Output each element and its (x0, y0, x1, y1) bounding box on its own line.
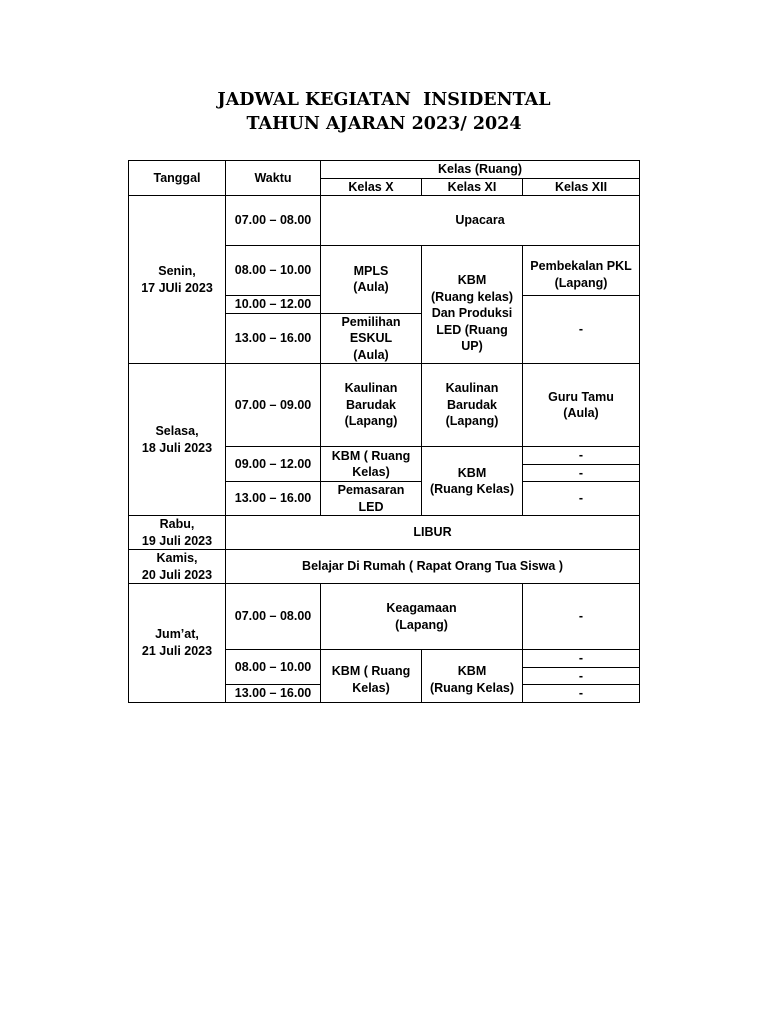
activity-keagamaan (321, 584, 523, 650)
header-waktu: Waktu (226, 161, 321, 196)
empty-cell: - (523, 584, 640, 650)
cell-line: Guru Tamu (548, 389, 614, 404)
date-day: Jum’at, (155, 627, 199, 642)
cell-line: Barudak (345, 397, 397, 412)
cell-line: (Ruang Kelas) (429, 680, 515, 695)
cell-line: Kelas) (352, 465, 390, 479)
date-date: 20 Juli 2023 (141, 567, 213, 582)
date-day: Selasa, (155, 424, 199, 438)
cell-line: Kaulinan (445, 381, 499, 396)
time-cell: 13.00 – 16.00 (226, 482, 321, 516)
cell-line: KBM ( Ruang (331, 448, 411, 463)
cell-line: Pembekalan PKL (530, 259, 632, 273)
cell-line: Kaulinan (344, 381, 398, 396)
date-day: Senin, (158, 264, 196, 278)
activity-mpls (321, 246, 422, 314)
empty-cell: - (523, 667, 640, 685)
cell-line: MPLS (353, 263, 389, 278)
cell-line: (Lapang) (395, 617, 448, 632)
date-cell-jumat (129, 584, 226, 703)
date-cell-senin (129, 196, 226, 364)
date-cell-selasa (129, 364, 226, 516)
time-cell: 08.00 – 10.00 (226, 246, 321, 296)
cell-line: KBM ( Ruang (331, 664, 411, 679)
time-cell: 10.00 – 12.00 (226, 296, 321, 314)
cell-line: Dan Produksi (431, 306, 513, 321)
activity-pemilihan-eskul (321, 313, 422, 364)
activity-kbm-x (321, 447, 422, 482)
cell-line: Pemasaran (337, 483, 405, 497)
cell-line: (Lapang) (445, 414, 499, 429)
date-date: 21 Juli 2023 (141, 643, 213, 658)
empty-cell: - (523, 447, 640, 465)
activity-kbm-produksi (422, 246, 523, 364)
activity-pemasaran-led (321, 482, 422, 516)
date-date: 18 Juli 2023 (141, 440, 213, 455)
empty-cell: - (523, 296, 640, 364)
cell-line: KBM (457, 664, 487, 679)
date-cell-kamis (129, 550, 226, 584)
document-title: JADWAL KEGIATAN INSIDENTAL (217, 90, 551, 110)
date-day: Rabu, (159, 517, 195, 531)
cell-line: Barudak (446, 397, 498, 412)
cell-line: (Aula) (353, 280, 389, 295)
header-kelas-xi: Kelas XI (422, 178, 523, 196)
activity-pembekalan-pkl (523, 246, 640, 296)
date-cell-rabu (129, 516, 226, 550)
cell-line: Keagamaan (386, 601, 457, 615)
cell-line: Kelas) (352, 680, 390, 695)
cell-line: (Lapang) (554, 275, 608, 290)
activity-kbm-xi (422, 650, 523, 703)
time-cell: 07.00 – 08.00 (226, 196, 321, 246)
activity-kaulinan-x (321, 364, 422, 447)
empty-cell: - (523, 650, 640, 668)
header-tanggal: Tanggal (129, 161, 226, 196)
activity-belajar-di-rumah: Belajar Di Rumah ( Rapat Orang Tua Siswa ) (226, 550, 640, 584)
date-day: Kamis, (156, 551, 198, 565)
cell-line: (Ruang kelas) (431, 289, 513, 304)
schedule-table (128, 160, 640, 703)
cell-line: (Aula) (353, 347, 389, 362)
cell-line: UP) (461, 339, 483, 354)
activity-guru-tamu (523, 364, 640, 447)
cell-line: LED (Ruang (436, 322, 508, 337)
cell-line: (Aula) (563, 406, 599, 420)
empty-cell: - (523, 482, 640, 516)
activity-kaulinan-xi (422, 364, 523, 447)
date-date: 17 JUli 2023 (141, 280, 213, 295)
cell-line: ESKUL (349, 331, 393, 345)
header-kelas-xii: Kelas XII (523, 178, 640, 196)
header-kelas-x: Kelas X (321, 178, 422, 196)
empty-cell: - (523, 685, 640, 703)
time-cell: 07.00 – 09.00 (226, 364, 321, 447)
time-cell: 09.00 – 12.00 (226, 447, 321, 482)
cell-line: (Lapang) (344, 414, 398, 429)
activity-kbm-xi (422, 447, 523, 516)
cell-line: LED (358, 499, 384, 514)
time-cell: 13.00 – 16.00 (226, 685, 321, 703)
activity-kbm-x (321, 650, 422, 703)
empty-cell: - (523, 464, 640, 482)
date-date: 19 Juli 2023 (141, 533, 213, 548)
cell-line: Pemilihan (341, 314, 401, 329)
time-cell: 08.00 – 10.00 (226, 650, 321, 685)
cell-line: KBM (457, 465, 487, 480)
activity-libur: LIBUR (226, 516, 640, 550)
time-cell: 13.00 – 16.00 (226, 313, 321, 364)
header-kelas-ruang: Kelas (Ruang) (321, 161, 640, 179)
activity-upacara: Upacara (321, 196, 640, 246)
time-cell: 07.00 – 08.00 (226, 584, 321, 650)
cell-line: KBM (457, 273, 487, 288)
cell-line: (Ruang Kelas) (429, 482, 515, 496)
document-subtitle: TAHUN AJARAN 2023/ 2024 (246, 114, 522, 134)
